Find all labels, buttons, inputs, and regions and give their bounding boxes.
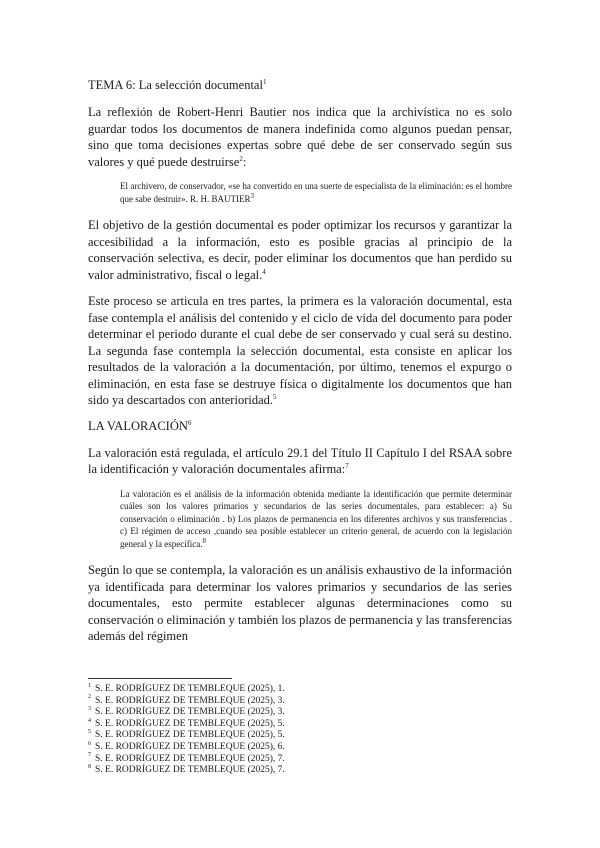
- section-heading-text: LA VALORACIÓN: [88, 418, 188, 433]
- paragraph-proceso: [88, 293, 512, 409]
- paragraph-objetivo: [88, 217, 512, 283]
- paragraph-text: El objetivo de la gestión documental es poder optimizar los recursos y garantizar la accesibilidad a la información, esto es posible gracias al principio de la conservación selectiva, es decir, poder eliminar los documentos que han perdido su valor administrativo, fiscal o legal.: [88, 218, 512, 282]
- footnote: [88, 684, 285, 696]
- footnote-text: S. E. RODRÍGUEZ DE TEMBLEQUE (2025), 7.: [95, 765, 285, 776]
- paragraph-text: Según lo que se contempla, la valoración es un análisis exhaustivo de la información ya identificada para determinar los valores primarios y secundarios de las series documentales, esto permite establecer algunas determinaciones como su conservación o eliminación y también los plazos de permanencia y las transferencias además del régimen: [88, 563, 512, 643]
- quote-text: El archivero, de conservador, «se ha convertido en una suerte de especialista de la eliminación: es el hombre que sabe destruir». R. H. BAUTIER: [120, 181, 512, 204]
- footnote: [88, 765, 285, 777]
- footnote-text: S. E. RODRÍGUEZ DE TEMBLEQUE (2025), 5.: [95, 730, 285, 741]
- footnote-text: S. E. RODRÍGUEZ DE TEMBLEQUE (2025), 6.: [95, 741, 285, 752]
- footnote-text: S. E. RODRÍGUEZ DE TEMBLEQUE (2025), 1.: [95, 684, 285, 694]
- footnote-number: 5: [88, 729, 91, 736]
- paragraph-bautier: [88, 104, 512, 170]
- footnote-number: 8: [88, 764, 91, 770]
- block-quote-bautier: [120, 180, 512, 205]
- footnote-ref[interactable]: 8: [202, 536, 206, 545]
- footnote: [88, 707, 285, 719]
- footnote: [88, 742, 285, 754]
- footnote-ref[interactable]: 4: [262, 267, 266, 276]
- footnote-ref[interactable]: 7: [345, 461, 349, 470]
- footnote-number: 2: [88, 694, 91, 701]
- footnote-ref[interactable]: 6: [187, 418, 192, 427]
- footnote-number: 6: [88, 740, 91, 747]
- footnote-text: S. E. RODRÍGUEZ DE TEMBLEQUE (2025), 7.: [95, 753, 285, 764]
- footnote-text: S. E. RODRÍGUEZ DE TEMBLEQUE (2025), 3.: [95, 707, 285, 718]
- paragraph-text: La valoración está regulada, el artículo 29.1 del Título II Capítulo I del RSAA sobre la identificación y valoración documentales afirma:: [88, 445, 512, 476]
- footnote: [88, 719, 285, 731]
- footnote: [88, 754, 285, 766]
- paragraph-text: La reflexión de Robert-Henri Bautier nos indica que la archivística no es solo guardar todos los documentos de manera indefinida como algunos puedan pensar, sino que toma decisiones expertas sobre qué debe de ser conservado según sus valores y qué puede destruirse: [88, 105, 512, 169]
- footnote-number: 4: [88, 717, 91, 724]
- footnote-text: S. E. RODRÍGUEZ DE TEMBLEQUE (2025), 5.: [95, 718, 285, 729]
- block-quote-rsaa: [120, 488, 512, 551]
- footnote: [88, 730, 285, 742]
- footnote-text: S. E. RODRÍGUEZ DE TEMBLEQUE (2025), 3.: [95, 695, 285, 706]
- section-title: [88, 78, 512, 93]
- paragraph-regulacion: [88, 445, 512, 478]
- footnote-number: 7: [88, 752, 91, 759]
- paragraph-analisis: [88, 562, 512, 645]
- footnote-ref[interactable]: 2: [239, 154, 243, 163]
- footnote-number: 1: [88, 682, 91, 689]
- footnote-separator: [88, 678, 232, 679]
- paragraph-tail: :: [242, 154, 247, 169]
- quote-text: La valoración es el análisis de la información obtenida mediante la identificación que permite determinar cuáles son los valores primarios y secundarios de las series documentales, para establecer: a) Su conservación o eliminación . b) Los plazos de permanencia en los diferentes archivos y sus transferencias . c) El régimen de acceso ,cuando sea posible establecer un criterio general, de acuerdo con la legislación general y la específica.: [120, 488, 512, 549]
- paragraph-text: Este proceso se articula en tres partes, la primera es la valoración documental, esta fase contempla el análisis del contenido y el ciclo de vida del documento para poder determinar el periodo durante el cual debe de ser conservado y cual será su destino. La segunda fase contempla la selección documental, esta consiste en aplicar los resultados de la valoración a la documentación, por último, tenemos el expurgo o eliminación, en esta fase se destruye física o digitalmente los documentos que han sido ya descartados con anterioridad.: [88, 294, 512, 407]
- footnote: [88, 696, 285, 708]
- footnote-number: 3: [88, 706, 91, 713]
- footnote-ref[interactable]: 1: [262, 77, 267, 86]
- footnote-ref[interactable]: 3: [250, 191, 254, 200]
- footnote-ref[interactable]: 5: [273, 392, 277, 401]
- section-title-text: TEMA 6: La selección documental: [88, 78, 263, 92]
- footnotes-list: [88, 684, 285, 777]
- section-heading-valoracion: [88, 419, 512, 434]
